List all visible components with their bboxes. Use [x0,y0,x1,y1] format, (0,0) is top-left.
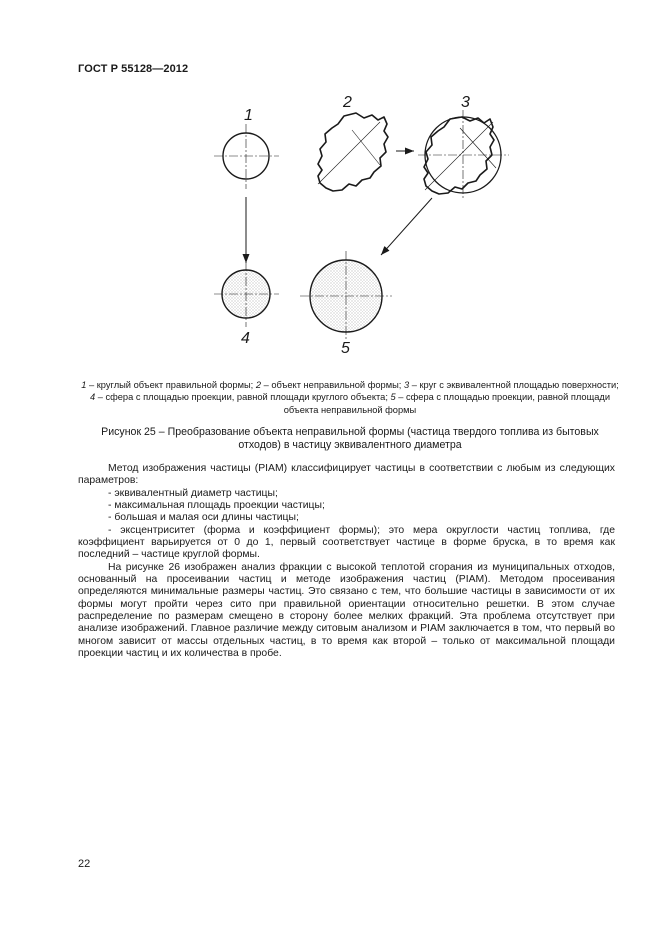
list-item: - эквивалентный диаметр частицы; [108,487,278,499]
irregular-shape-object [318,113,388,191]
legend-num: 5 [390,392,396,403]
sphere-irregular-object [300,251,392,341]
legend-text: – круг с эквивалентной площадью поверхности; [409,380,619,390]
figure-caption: Рисунок 25 – Преобразование объекта неправильной формы (частица твердого топлива из бытовых отходов) в частицу эквивалентного диаметра [101,426,599,452]
paragraph-intro: Метод изображения частицы (PIAM) классифицирует частицы в соответствии с любым из следующих параметров: [78,463,615,487]
figure-label-5: 5 [341,340,350,357]
page-number: 22 [78,858,91,870]
legend-text: – сфера с площадью проекции, равной площади круглого объекта; [95,392,391,403]
legend-text: – объект неправильной формы; [261,380,404,390]
legend-text: – сфера с площадью проекции, равной площади объекта неправильной формы [283,392,611,415]
figure-label-3: 3 [461,94,470,111]
list-item: - эксцентриситет (форма и коэффициент формы); это мера округлости частиц топлива, где коэффициент варьируется от 0 до 1, первый соответствует частице в форме бруска, в то время как последний – частице круглой формы. [78,524,615,561]
regular-circle-object [214,124,279,189]
figure-legend [80,379,620,416]
equivalent-circle-object [418,110,509,200]
figure-label-1: 1 [244,107,253,124]
figure-label-2: 2 [343,94,352,111]
list-item: - максимальная площадь проекции частицы; [108,500,325,512]
legend-num: 3 [403,380,410,390]
legend-num: 2 [255,380,262,390]
document-code: ГОСТ Р 55128—2012 [78,63,189,75]
legend-text: – круглый объект правильной формы; [86,380,256,390]
sphere-regular-object [214,262,279,327]
legend-num: 4 [89,392,96,403]
list-item: - большая и малая оси длины частицы; [108,512,299,524]
particle-transformation-figure [0,0,661,370]
arrow-3-to-5 [381,198,432,255]
figure-label-4: 4 [241,330,250,347]
legend-num: 1 [81,380,87,390]
body-text [78,463,615,661]
paragraph-figure-26: На рисунке 26 изображен анализ фракции с высокой теплотой сгорания из муниципальных отходов, основанный на просеивании частиц и методе изображения частиц (PIAM). Методом просеивания определяются минимальные размеры частиц. Это связано с тем, что большие частицы в зависимости от их формы могут пройти через сито при правильной ориентации относительно решетки. В этом случае распределение по размерам смещено в сторону более мелких фракций. Эта проблема отсутствует при анализе изображений. Главное различие между ситовым анализом и PIAM заключается в том, что первый во многом зависит от массы отдельных частиц, в то время как второй – только от максимальной площади проекции частиц и их количества в пробе. [78,561,615,660]
